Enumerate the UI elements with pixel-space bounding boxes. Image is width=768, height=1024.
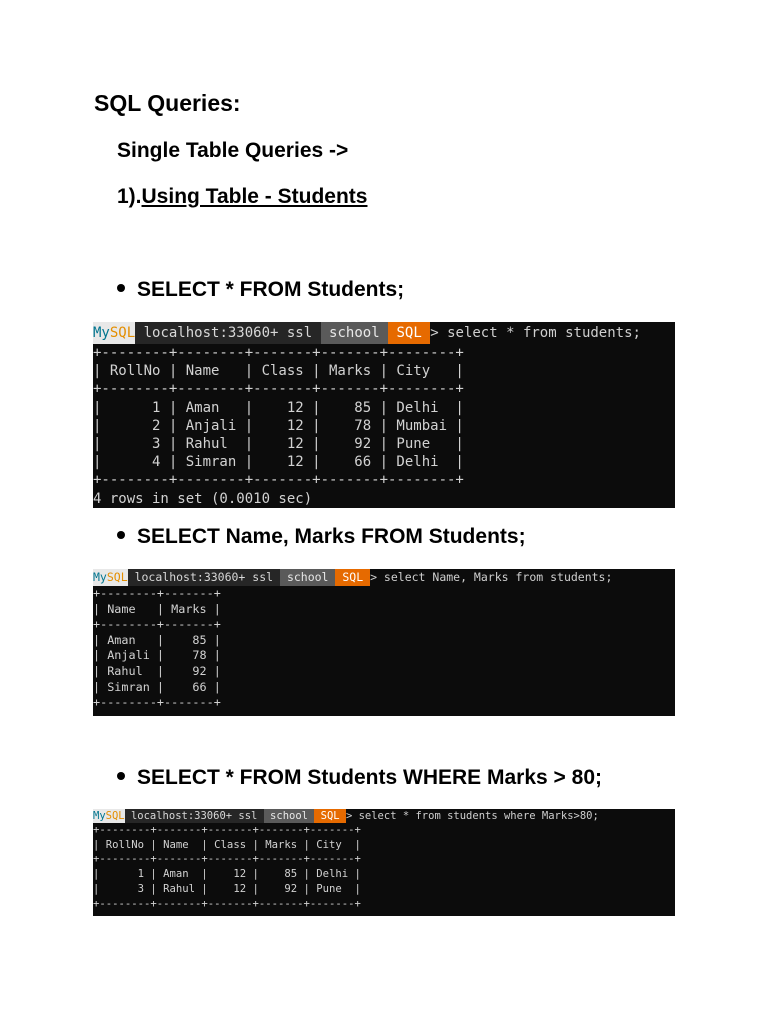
terminal-screenshot-2 xyxy=(93,569,675,716)
bullet-icon xyxy=(117,772,125,780)
query-text: SELECT Name, Marks FROM Students; xyxy=(137,525,526,548)
query-bullet-3 xyxy=(117,766,602,790)
section-heading xyxy=(117,185,367,209)
query-result-table: +--------+--------+-------+-------+--------+ | RollNo | Name | Class | Marks | City | +--------+--------+-------+-------+--------+ | 1 | Aman | 12 | 85 | Delhi | | 2 | Anjali | 12 | 78 | Mumbai | | 3 | Rahul | 12 | 92 | Pune | | 4 | Simran | 12 | 66 | Delhi | +--------+--------+-------+-------+--------+ 4 rows in set (0.0010 sec) xyxy=(93,345,464,507)
query-bullet-2 xyxy=(117,525,526,549)
bullet-icon xyxy=(117,531,125,539)
query-bullet-1 xyxy=(117,278,404,302)
mysql-badge: MySQL xyxy=(93,322,135,344)
query-result-table: +--------+-------+-------+-------+-------+ | RollNo | Name | Class | Marks | City | +--------+-------+-------+-------+-------+ | 1 | Aman | 12 | 85 | Delhi | | 3 | Rahul | 12 | 92 | Pune | +--------+-------+-------+-------+-------+ xyxy=(93,824,361,910)
section-prefix: 1). xyxy=(117,185,142,208)
shell-prompt xyxy=(93,569,675,586)
shell-prompt xyxy=(93,809,675,823)
host-segment: localhost:33060+ ssl xyxy=(125,809,264,823)
query-text: SELECT * FROM Students; xyxy=(137,278,405,301)
query-text: SELECT * FROM Students WHERE Marks > 80; xyxy=(137,766,602,789)
command-text: > select * from students; xyxy=(430,325,641,341)
mysql-badge: MySQL xyxy=(93,810,125,822)
host-segment: localhost:33060+ ssl xyxy=(135,322,320,344)
page-title: SQL Queries: xyxy=(94,90,241,116)
subheading: Single Table Queries -> xyxy=(117,139,349,162)
database-segment: school xyxy=(264,809,315,823)
command-text: > select * from students where Marks>80; xyxy=(345,810,599,822)
query-result-table: +--------+-------+ | Name | Marks | +--------+-------+ | Aman | 85 | | Anjali | 78 | | Rahul | 92 | | Simran | 66 | +--------+-------+ xyxy=(93,586,221,710)
mysql-badge: MySQL xyxy=(93,570,128,584)
mode-segment: SQL xyxy=(388,322,430,344)
mode-segment: SQL xyxy=(335,569,370,586)
database-segment: school xyxy=(321,322,388,344)
shell-prompt xyxy=(93,322,675,344)
database-segment: school xyxy=(280,569,335,586)
command-text: > select Name, Marks from students; xyxy=(370,570,613,584)
terminal-screenshot-1 xyxy=(93,322,675,508)
mode-segment: SQL xyxy=(314,809,346,823)
section-title: Using Table - Students xyxy=(141,185,368,208)
bullet-icon xyxy=(117,284,125,292)
terminal-screenshot-3 xyxy=(93,809,675,916)
host-segment: localhost:33060+ ssl xyxy=(128,569,280,586)
